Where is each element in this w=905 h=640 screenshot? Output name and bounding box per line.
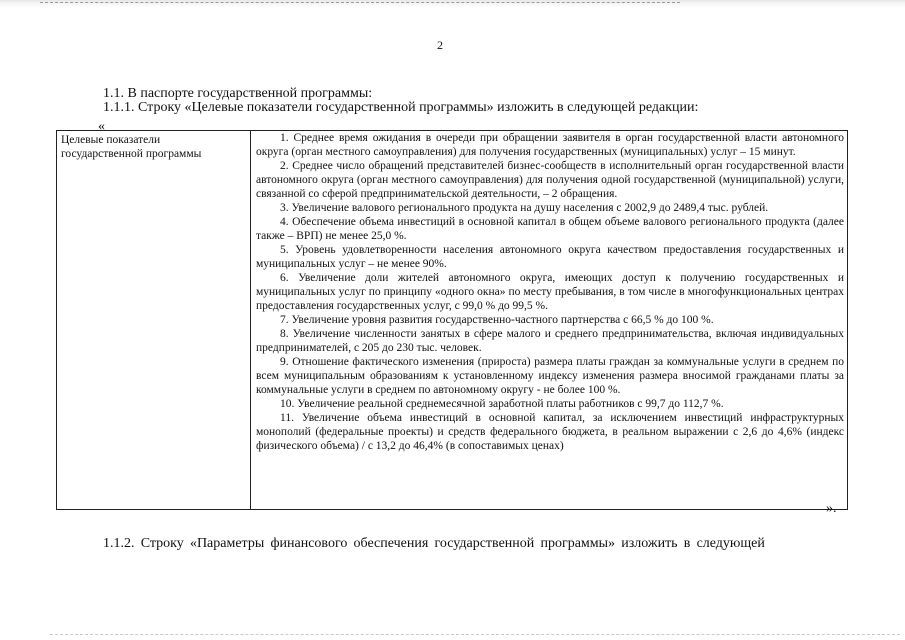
scan-artifact-line-bottom (50, 634, 900, 635)
page-number: 2 (437, 38, 443, 52)
scan-artifact-line (40, 2, 680, 3)
section-heading: 1.1. В паспорте государственной программы: (103, 86, 373, 101)
indicator-item: 5. Уровень удовлетворенности населения автономного округа качеством предоставления государственных и муниципальных услуг – не менее 90%. (256, 244, 844, 270)
opening-quote: « (98, 119, 105, 134)
table-left-cell (57, 131, 251, 510)
target-indicators-table (56, 130, 848, 510)
indicator-item: 11. Увеличение объема инвестиций в основной капитал, за исключением инвестиций инфраструктурных монополий (федеральные проекты) и средств федерального бюджета, в реальном выражении с 2,6 до 4,6% (индекс физического объема) / с 13,2 до 46,4% (в сопоставимых ценах) (256, 412, 844, 452)
indicator-item: 3. Увеличение валового регионального продукта на душу населения с 2002,9 до 2489,4 тыс. рублей. (280, 202, 769, 214)
indicator-item: 4. Обеспечение объема инвестиций в основной капитал в общем объеме валового регионального продукта (далее также – ВРП) не менее 25,0 %. (256, 216, 844, 242)
next-paragraph: 1.1.2. Строку «Параметры финансового обеспечения государственной программы» изложить в следующей (103, 536, 765, 551)
indicator-item: 8. Увеличение численности занятых в сфере малого и среднего предпринимательства, включая индивидуальных предпринимателей, с 205 до 230 тыс. человек. (256, 328, 844, 354)
indicator-item: 9. Отношение фактического изменения (прироста) размера платы граждан за коммунальные услуги в среднем по всем муниципальным образованиям к установленному индексу изменения размера вносимой гражданами платы за коммунальные услуги в среднем по автономному округу - не более 100 %. (256, 356, 844, 396)
subsection-heading: 1.1.1. Строку «Целевые показатели государственной программы» изложить в следующей редакции: (103, 100, 699, 115)
indicator-item: 6. Увеличение доли жителей автономного округа, имеющих доступ к получению государственных и муниципальных услуг по принципу «одного окна» по месту пребывания, в том числе в многофункциональных центрах предоставления государственных услуг, с 99,0 % до 99,5 %. (256, 272, 844, 312)
indicator-item: 1. Среднее время ожидания в очереди при обращении заявителя в орган государственной власти автономного округа (орган местного самоуправления) для получения государственных (муниципальных) услуг – 15 минут. (256, 132, 844, 158)
row-label: Целевые показатели государственной программы (61, 134, 202, 160)
indicator-item: 10. Увеличение реальной среднемесячной заработной платы работников с 99,7 до 112,7 %. (280, 398, 724, 410)
table-row (57, 131, 848, 510)
table-right-cell (251, 131, 848, 510)
indicator-item: 7. Увеличение уровня развития государственно-частного партнерства с 66,5 % до 100 %. (280, 314, 714, 326)
indicator-item: 2. Среднее число обращений представителей бизнес-сообществ в исполнительный орган государственной власти автономного округа (орган местного самоуправления) для получения одной государственной (муниципальной) услуги, связанной со сферой предпринимательской деятельности, – 2 обращения. (256, 160, 844, 200)
closing-quote: ». (826, 501, 837, 516)
